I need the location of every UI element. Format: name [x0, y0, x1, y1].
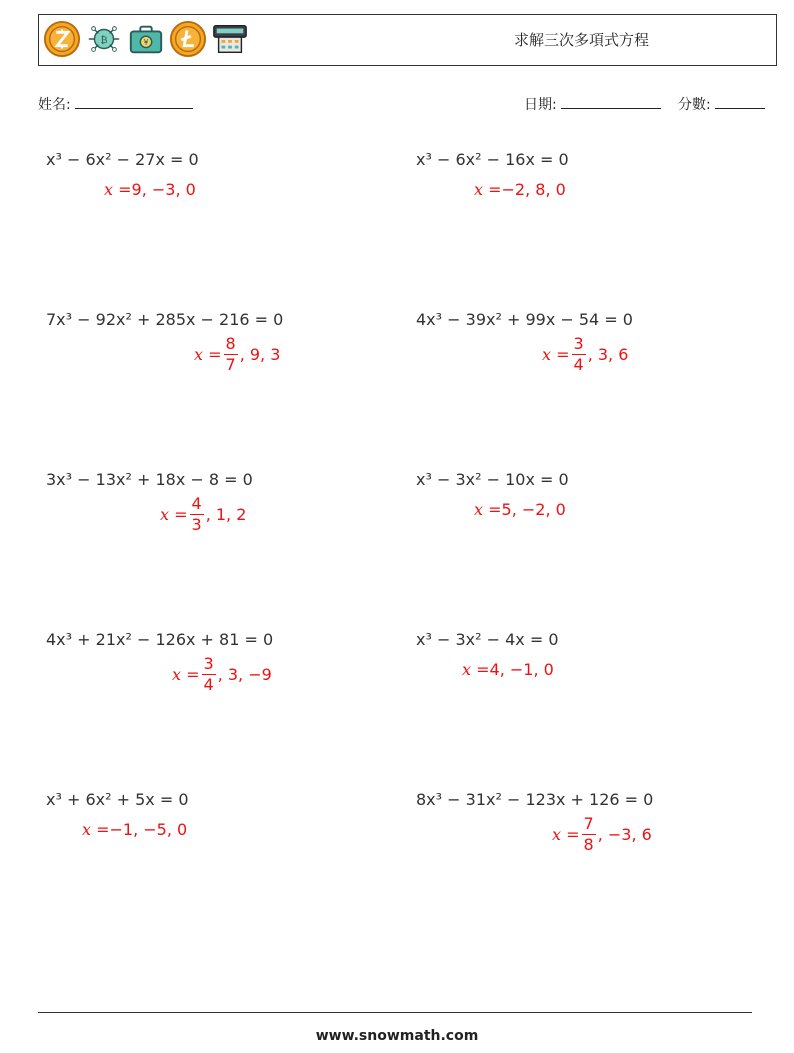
litecoin-icon [169, 20, 207, 58]
worksheet-title: 求解三次多項式方程 [514, 31, 650, 49]
score-field [678, 94, 765, 114]
fraction-denominator: 4 [573, 355, 584, 374]
fraction-numerator: 3 [203, 654, 214, 673]
answer-values: , −3, 6 [597, 825, 652, 844]
answer-values: −2, 8, 0 [501, 180, 566, 199]
answer [194, 336, 280, 373]
answer-values: −1, −5, 0 [109, 820, 188, 839]
answer-prefix: x = [82, 820, 110, 839]
answer-values: , 1, 2 [205, 505, 247, 524]
svg-text:₿: ₿ [100, 34, 108, 46]
answer-prefix: x = [172, 665, 200, 684]
answer [474, 180, 566, 199]
name-blank[interactable] [75, 94, 193, 109]
cash-register-icon [211, 20, 249, 58]
answer-values: , 9, 3 [239, 345, 281, 364]
answer [160, 496, 246, 533]
answer-fraction [582, 816, 596, 853]
answer-prefix: x = [194, 345, 222, 364]
date-blank[interactable] [561, 94, 661, 109]
equation: x³ − 6x² − 16x = 0 [416, 150, 569, 169]
answer-fraction [202, 656, 216, 693]
answer-prefix: x = [160, 505, 188, 524]
equation: 4x³ + 21x² − 126x + 81 = 0 [46, 630, 274, 649]
score-label: 分數: [678, 97, 711, 113]
answer [104, 180, 196, 199]
fraction-denominator: 7 [225, 355, 236, 374]
answer-prefix: x = [474, 500, 502, 519]
answer-prefix: x = [104, 180, 132, 199]
equation: x³ − 3x² − 10x = 0 [416, 470, 569, 489]
fraction-denominator: 4 [203, 675, 214, 694]
fraction-numerator: 8 [225, 334, 236, 353]
fraction-numerator: 4 [191, 494, 202, 513]
equation: x³ + 6x² + 5x = 0 [46, 790, 189, 809]
answer [172, 656, 272, 693]
svg-text:¥: ¥ [143, 38, 149, 48]
answer-prefix: x = [542, 345, 570, 364]
equation: x³ − 6x² − 27x = 0 [46, 150, 199, 169]
answer [542, 336, 628, 373]
answer [474, 500, 566, 519]
answer-prefix: x = [474, 180, 502, 199]
answer-prefix: x = [552, 825, 580, 844]
answer-values: 5, −2, 0 [501, 500, 566, 519]
equation: x³ − 3x² − 4x = 0 [416, 630, 559, 649]
answer-values: 9, −3, 0 [131, 180, 196, 199]
answer [552, 816, 652, 853]
answer-fraction [572, 336, 586, 373]
answer [82, 820, 187, 839]
name-label: 姓名: [38, 97, 71, 113]
equation: 4x³ − 39x² + 99x − 54 = 0 [416, 310, 633, 329]
icon-row [43, 20, 249, 58]
answer-values: 4, −1, 0 [489, 660, 554, 679]
fraction-numerator: 3 [573, 334, 584, 353]
date-label: 日期: [524, 97, 557, 113]
answer-prefix: x = [462, 660, 490, 679]
fraction-denominator: 8 [583, 835, 594, 854]
footer-divider [38, 1012, 752, 1013]
fraction-denominator: 3 [191, 515, 202, 534]
equation: 3x³ − 13x² + 18x − 8 = 0 [46, 470, 253, 489]
answer-values: , 3, −9 [217, 665, 272, 684]
equation: 7x³ − 92x² + 285x − 216 = 0 [46, 310, 284, 329]
yen-briefcase-icon [127, 20, 165, 58]
footer-url[interactable]: www.snowmath.com [315, 1028, 479, 1044]
zcash-coin-icon [43, 20, 81, 58]
score-blank[interactable] [715, 94, 765, 109]
answer [462, 660, 554, 679]
header-box [38, 14, 777, 66]
answer-fraction [190, 496, 204, 533]
crypto-network-icon [85, 20, 123, 58]
fraction-numerator: 7 [583, 814, 594, 833]
answer-fraction [224, 336, 238, 373]
answer-values: , 3, 6 [587, 345, 629, 364]
date-field [524, 94, 661, 114]
equation: 8x³ − 31x² − 123x + 126 = 0 [416, 790, 654, 809]
name-field [38, 94, 193, 114]
